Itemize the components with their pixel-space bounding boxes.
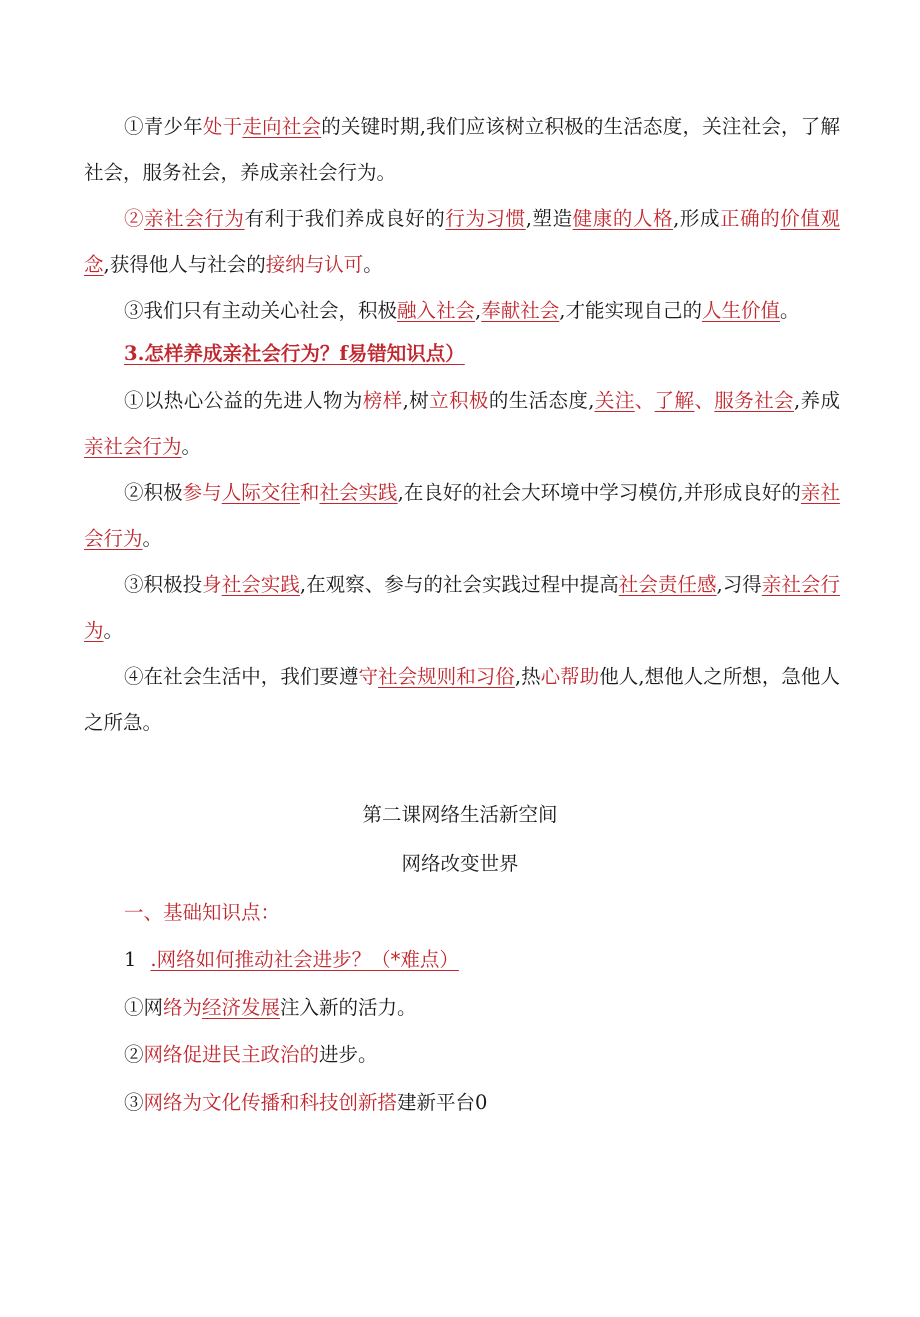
underlined-key-term: 经济发展 [202, 996, 281, 1019]
text-run: ③ [124, 1091, 144, 1114]
text-run: 注入新的活力。 [280, 996, 417, 1019]
paragraph-4 [84, 378, 840, 470]
highlight-text: 接纳与认可 [265, 253, 364, 276]
paragraph-6 [84, 562, 840, 654]
text-run: 。 [779, 299, 800, 322]
highlight-text: 心帮助 [540, 665, 600, 688]
highlight-text: 身 [202, 573, 222, 596]
underlined-key-term: 服务社会 [714, 389, 794, 412]
underlined-key-term: 社会责任感 [618, 573, 717, 596]
text-run: 进步。 [319, 1043, 378, 1066]
underlined-key-term: 亲社会行为 [84, 481, 840, 550]
text-run: ,热 [514, 665, 541, 688]
section-subtitle: 网络改变世界 [401, 852, 519, 875]
text-run: ①网 [124, 996, 164, 1019]
text-run: 。 [103, 619, 124, 642]
text-run: 的关键时期,我们应该树立积极的生活态度，关注社会，了解社会，服务社会，养成亲社会行为。 [84, 115, 840, 184]
underlined-key-term: 行为习惯 [445, 207, 526, 230]
paragraph-3 [84, 288, 840, 334]
underlined-key-term: 了解 [654, 389, 695, 412]
question-text: .网络如何推动社会进步？（*难点） [150, 948, 459, 971]
text-run: ,在良好的社会大环境中学习模仿,并形成良好的 [397, 481, 801, 504]
text-run: 建新平台0 [397, 1091, 488, 1114]
text-run: ,塑造 [525, 207, 573, 230]
question-1-heading [124, 945, 459, 975]
underlined-key-term: 人际交往 [221, 481, 300, 504]
highlight-text: 正确的 [720, 207, 781, 230]
text-run: , [475, 299, 482, 322]
highlight-text: 立积极 [429, 389, 489, 412]
text-run: 。 [142, 527, 163, 550]
highlight-text: 网络为文化传播和科技创新搭 [143, 1091, 398, 1114]
underlined-key-term: 关注 [594, 389, 635, 412]
underlined-key-term: 亲社会行为 [84, 573, 840, 642]
text-run: ,习得 [716, 573, 762, 596]
text-run: ①青少年 [124, 115, 203, 138]
question-number: 1 [124, 948, 137, 971]
text-run: ③积极投 [124, 573, 203, 596]
heading-text: 3.怎样养成亲社会行为？f易错知识点） [124, 342, 465, 365]
text-run: 的生活态度, [488, 389, 595, 412]
underlined-key-term: 社会实践 [319, 481, 398, 504]
highlight-text: 榜样 [362, 389, 403, 412]
underlined-key-term: 社会规则和习俗 [378, 665, 515, 688]
underlined-key-term: 亲社会行为 [144, 207, 245, 230]
list-item-1 [124, 993, 417, 1023]
text-run: ,养成 [793, 389, 840, 412]
highlight-text: 络为 [163, 996, 203, 1019]
text-run: ,形成 [673, 207, 721, 230]
underlined-key-term: 价值观念 [84, 207, 840, 276]
highlight-text: 、 [634, 389, 655, 412]
highlight-text: 守 [358, 665, 379, 688]
underlined-key-term: 亲社会行为 [84, 435, 182, 458]
underlined-key-term: 人生价值 [701, 299, 780, 322]
paragraph-2 [84, 196, 840, 288]
highlight-text: 网络促进民主政治的 [143, 1043, 320, 1066]
highlight-text: 和 [299, 481, 320, 504]
paragraph-5 [84, 470, 840, 562]
underlined-key-term: 社会实践 [221, 573, 300, 596]
text-run: ②积极 [124, 481, 183, 504]
highlight-text: 、 [694, 389, 715, 412]
underlined-key-term: 融入社会 [397, 299, 476, 322]
list-item-3 [124, 1088, 487, 1118]
underlined-key-term: 健康的人格 [572, 207, 674, 230]
highlight-text: 参与 [182, 481, 222, 504]
text-run: ,才能实现自己的 [559, 299, 702, 322]
paragraph-1 [84, 104, 840, 196]
underlined-key-term: 走向社会 [242, 115, 322, 138]
text-run: ,获得他人与社会的 [103, 253, 266, 276]
text-run: ② [124, 1043, 144, 1066]
text-run: 。 [363, 253, 383, 276]
text-run: ①以热心公益的先进人物为 [124, 389, 363, 412]
highlight-text: ② [124, 207, 145, 230]
text-run: 。 [181, 435, 202, 458]
question-3-heading [124, 339, 465, 369]
highlight-text: 处于 [202, 115, 243, 138]
text-run: ,在观察、参与的社会实践过程中提高 [299, 573, 619, 596]
text-run: ,树 [402, 389, 430, 412]
text-run: 有利于我们养成良好的 [244, 207, 446, 230]
text-run: ③我们只有主动关心社会，积极 [124, 299, 398, 322]
basic-knowledge-heading: 一、基础知识点： [124, 901, 281, 924]
text-run: ④在社会生活中，我们要遵 [124, 665, 359, 688]
paragraph-7 [84, 654, 840, 746]
lesson-title: 第二课网络生活新空间 [362, 803, 558, 826]
text-run: 他人,想他人之所想，急他人之所急。 [84, 665, 840, 734]
underlined-key-term: 奉献社会 [481, 299, 560, 322]
list-item-2 [124, 1040, 378, 1070]
